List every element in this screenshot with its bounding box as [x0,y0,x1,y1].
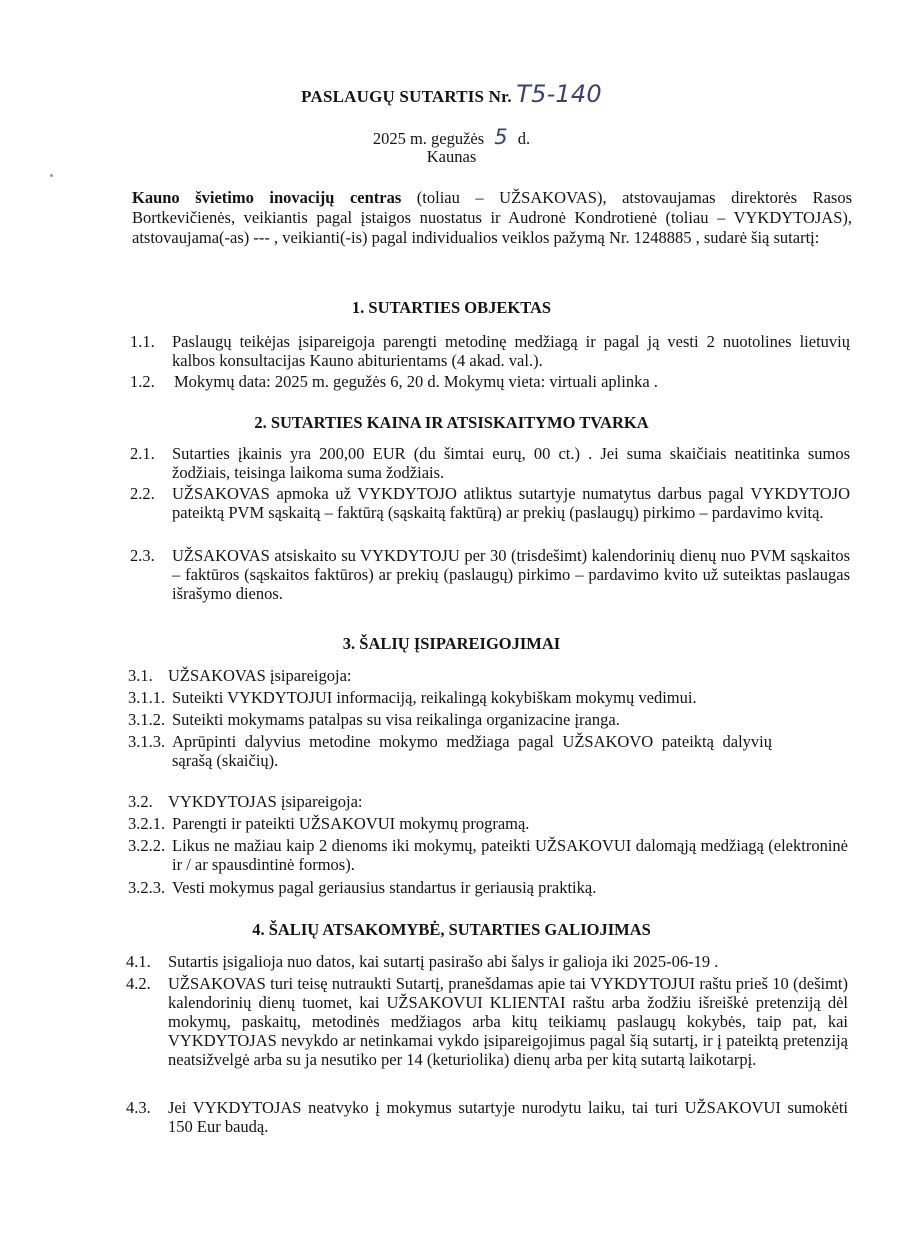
clause-number: 2.3. [130,546,155,565]
date-day-handwritten: 5 [494,125,508,149]
intro-party-name: Kauno švietimo inovacijų centras [132,188,402,207]
clause-number: 2.1. [130,444,155,463]
clause-number: 3.2.1. [128,814,166,833]
section-heading-4: 4. ŠALIŲ ATSAKOMYBĖ, SUTARTIES GALIOJIMAS [252,920,651,939]
intro-paragraph [132,188,852,248]
clause-number: 3.1.1. [128,688,166,707]
clause-text: Mokymų data: 2025 m. gegužės 6, 20 d. Mokymų vieta: virtuali aplinka . [174,372,658,391]
clause-text: Aprūpinti dalyvius metodine mokymo medžiaga pagal UŽSAKOVO pateiktą dalyvių sąrašą (skaičių). [172,732,772,770]
clause-number: 3.2.2. [128,836,166,855]
clause-text: Parengti ir pateikti UŽSAKOVUI mokymų programą. [172,814,530,833]
date-prefix: 2025 m. gegužės [372,129,485,148]
clause-number: 3.1.2. [128,710,166,729]
document-title [0,80,903,108]
clause-text: UŽSAKOVAS apmoka už VYKDYTOJO atliktus sutartyje numatytus darbus pagal VYKDYTOJO pateiktą PVM sąskaitą – faktūrą (sąskaitą faktūrą) ar prekių (paslaugų) pirkimo – pardavimo kvitą. [172,484,850,522]
clause-number: 3.1.3. [128,732,166,751]
scan-speck [50,174,53,177]
clause-text: Sutarties įkainis yra 200,00 EUR (du šimtai eurų, 00 ct.) . Jei suma skaičiais neatitinka sumos žodžiais, teisinga laikoma suma žodžiais. [172,444,850,482]
clause-text: Jei VYKDYTOJAS neatvyko į mokymus sutartyje nurodytu laiku, tai turi UŽSAKOVUI sumokėti 150 Eur baudą. [168,1098,848,1136]
section-heading-1: 1. SUTARTIES OBJEKTAS [351,298,552,317]
clause-text: Likus ne mažiau kaip 2 dienoms iki mokymų, pateikti UŽSAKOVUI dalomąją medžiagą (elektroninė ir / ar spausdintinė formos). [172,836,848,874]
contract-city: Kaunas [426,147,477,166]
section-heading-2: 2. SUTARTIES KAINA IR ATSISKAITYMO TVARKA [254,413,649,432]
title-text: PASLAUGŲ SUTARTIS Nr. [301,87,512,106]
clause-number: 3.2.3. [128,878,166,897]
date-suffix: d. [517,129,531,148]
clause-text: Paslaugų teikėjas įsipareigoja parengti metodinę medžiagą ir pagal ją vesti 2 nuotolines lietuvių kalbos konsultacijas Kauno abiturientams (4 akad. val.). [172,332,850,370]
section-heading-3: 3. ŠALIŲ ĮSIPAREIGOJIMAI [342,634,561,653]
clause-number: 1.1. [130,332,155,351]
intro-text: (toliau – UŽSAKOVAS), atstovaujamas direktorės Rasos Bortkevičienės, veikiantis pagal įstaigos nuostatus ir Audronė Kondrotienė (toliau – VYKDYTOJAS), atstovaujama(-as) --- , veikianti(-is) pagal individualios veiklos pažymą Nr. 1248885 , sudarė šią sutartį: [132,188,852,247]
clause-number: 4.1. [126,952,151,971]
contract-date [0,125,903,149]
clause-number: 4.2. [126,974,151,993]
clause-text: Suteikti mokymams patalpas su visa reikalinga organizacine įranga. [172,710,620,729]
clause-text: Suteikti VYKDYTOJUI informaciją, reikalingą kokybiškam mokymų vedimui. [172,688,697,707]
clause-text: UŽSAKOVAS įsipareigoja: [168,666,352,685]
clause-text: Vesti mokymus pagal geriausius standartus ir geriausią praktiką. [172,878,597,897]
clause-text: Sutartis įsigalioja nuo datos, kai sutartį pasirašo abi šalys ir galioja iki 2025-06-19 . [168,952,719,971]
clause-number: 4.3. [126,1098,151,1117]
clause-number: 2.2. [130,484,155,503]
clause-number: 3.1. [128,666,153,685]
clause-number: 1.2. [130,372,155,391]
clause-text: UŽSAKOVAS atsiskaito su VYKDYTOJU per 30 (trisdešimt) kalendorinių dienų nuo PVM sąskaitos – faktūros (sąskaitos faktūros) ar prekių (paslaugų) pirkimo – pardavimo kvito už suteiktas paslaugas išrašymo dienos. [172,546,850,603]
clause-number: 3.2. [128,792,153,811]
clause-text: VYKDYTOJAS įsipareigoja: [168,792,363,811]
clause-text: UŽSAKOVAS turi teisę nutraukti Sutartį, pranešdamas apie tai VYKDYTOJUI raštu prieš 10 (dešimt) kalendorinių dienų tuomet, kai UŽSAKOVUI KLIENTAI raštu arba žodžiu išreiškė pretenziją dėl mokymų, paskaitų, metodinės medžiagos arba kitų teikiamų paslaugų kokybės, taip pat, kai VYKDYTOJAS nevykdo ar netinkamai vykdo įsipareigojimus pagal šią sutartį, ir į pateiktą pretenziją neatsižvelgė arba su ja nesutiko per 14 (keturiolika) dienų arba per kitą sutartą laikotarpį. [168,974,848,1069]
contract-number-handwritten: T5-140 [516,80,602,108]
